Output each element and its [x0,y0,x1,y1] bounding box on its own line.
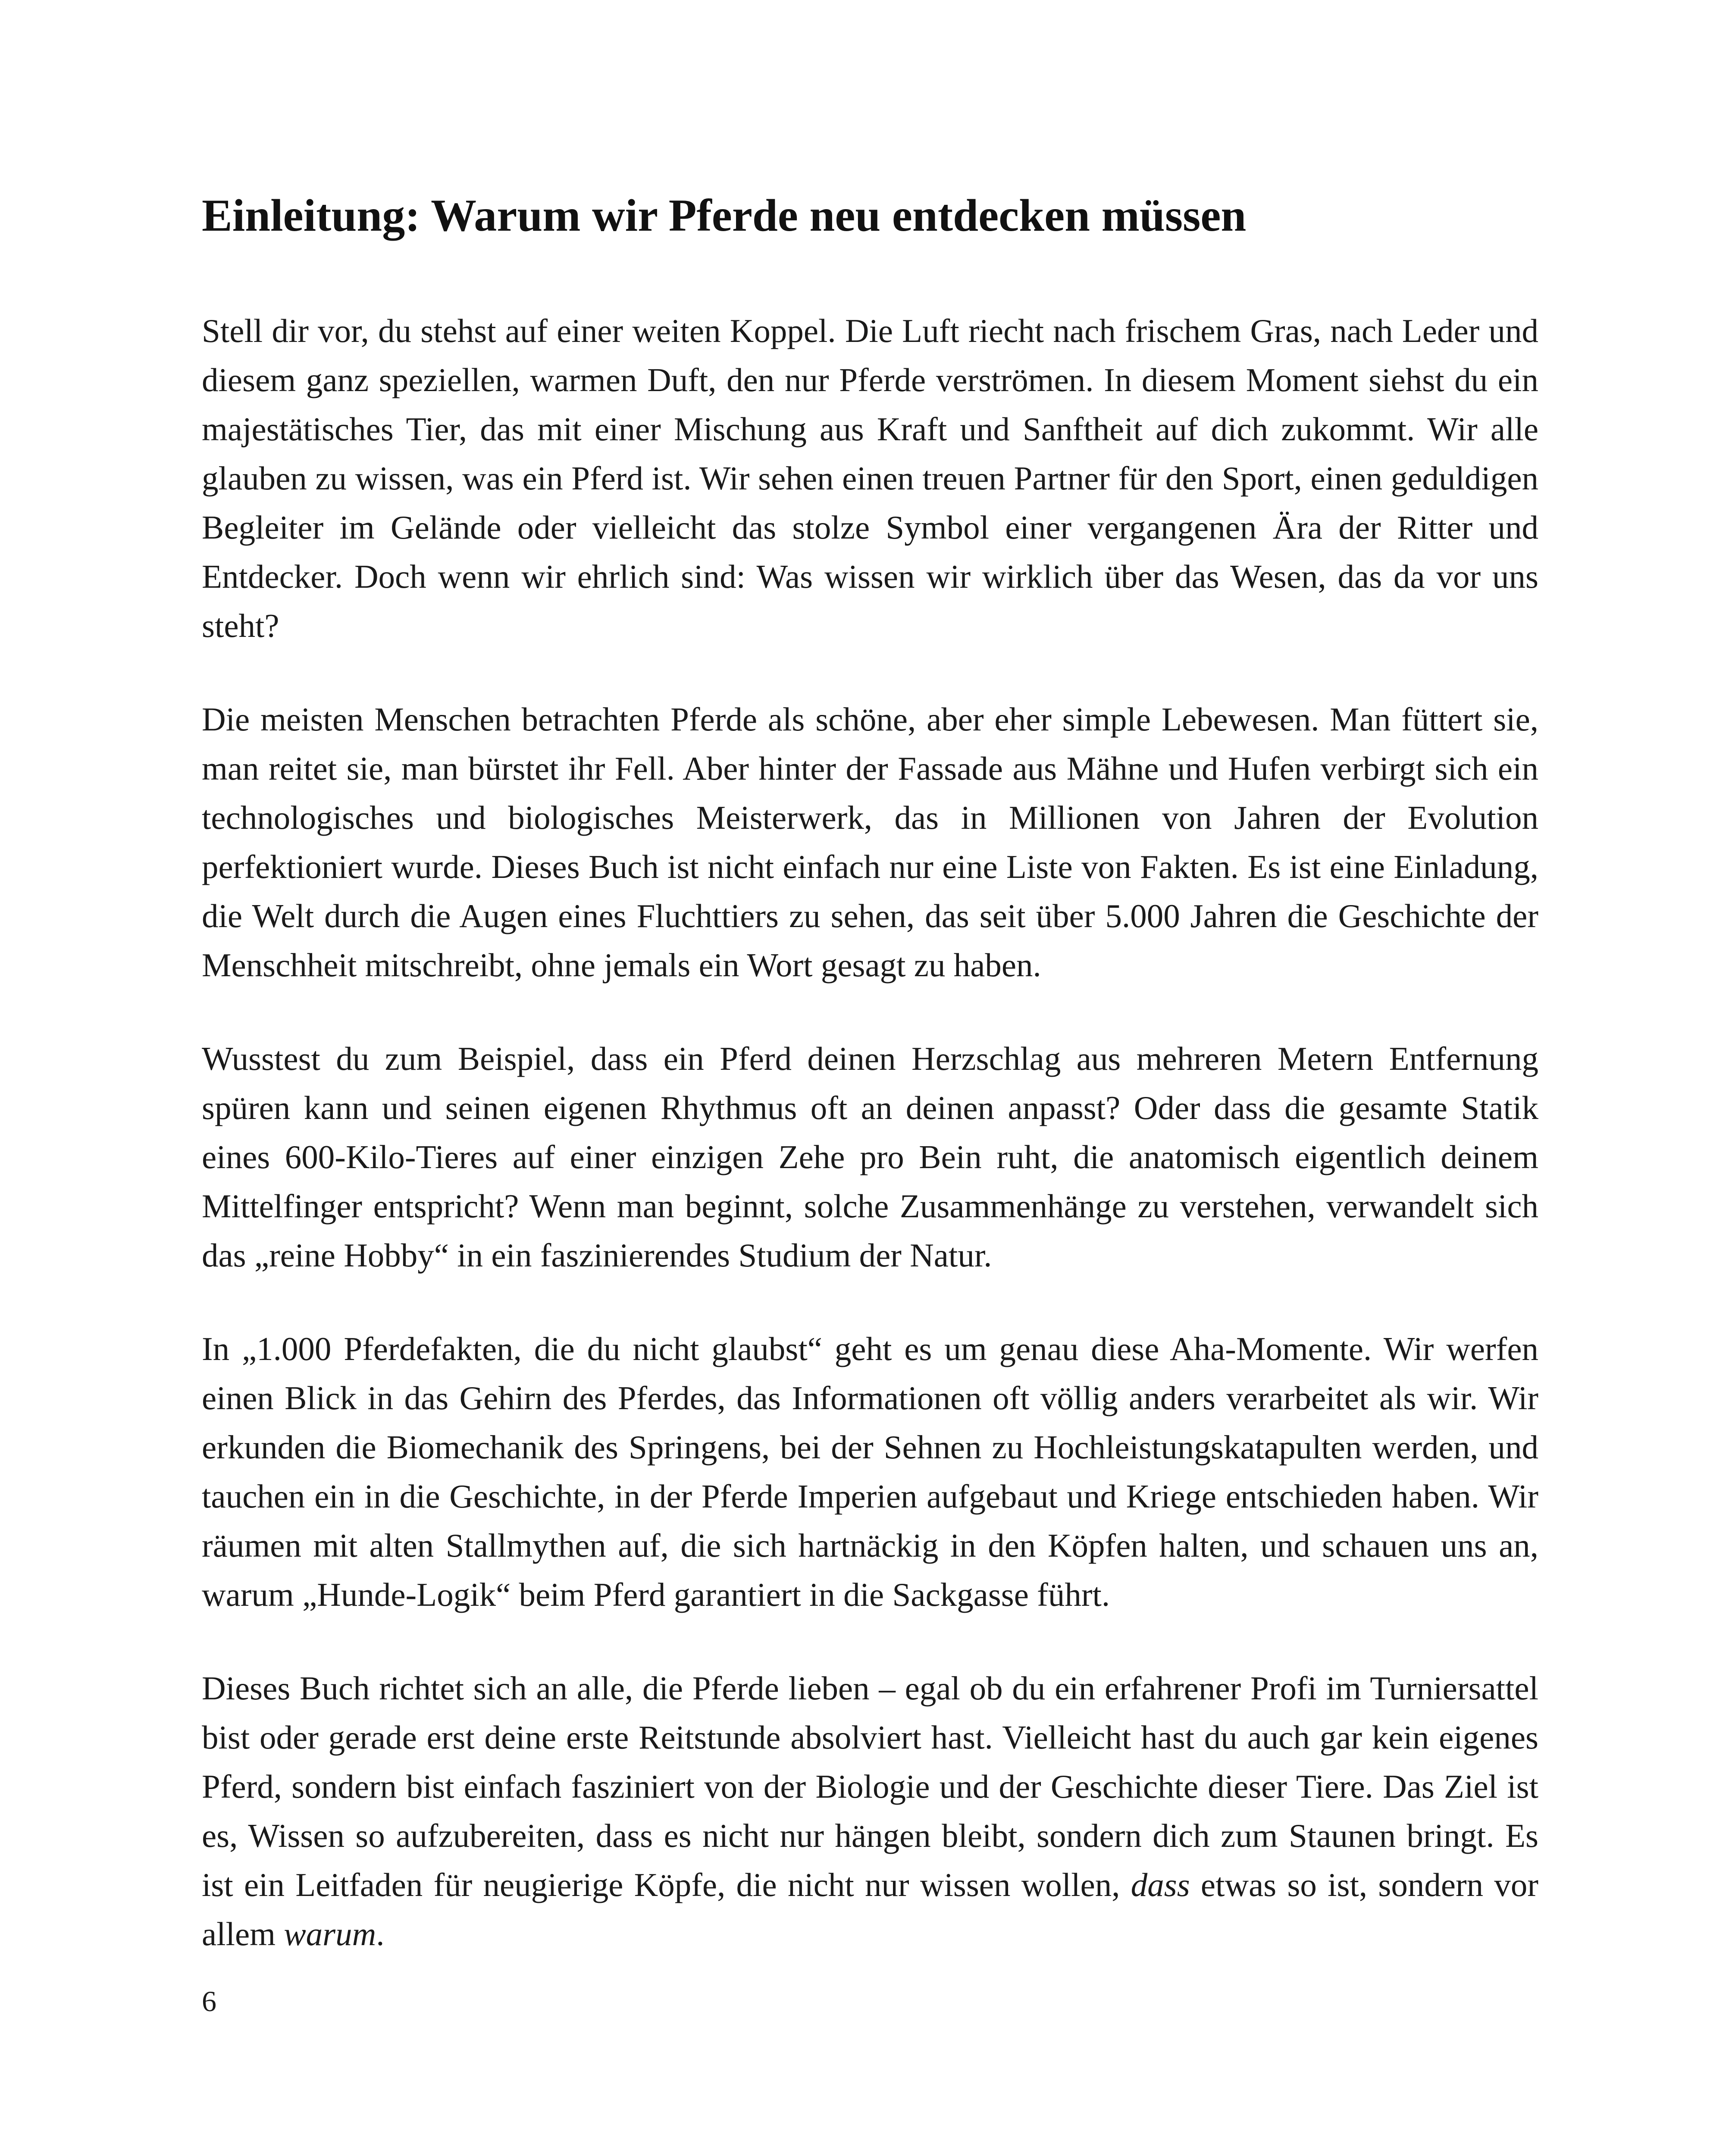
paragraph-5 [202,1664,1538,1959]
page-content [202,185,1538,1959]
paragraph-5-text-end: . [376,1915,385,1952]
paragraph-1: Stell dir vor, du stehst auf einer weiten Koppel. Die Luft riecht nach frischem Gras, nach Leder und diesem ganz speziellen, warmen Duft, den nur Pferde verströmen. In diesem Moment siehst du ein majestätisches Tier, das mit einer Mischung aus Kraft und Sanftheit auf dich zukommt. Wir alle glauben zu wissen, was ein Pferd ist. Wir sehen einen treuen Partner für den Sport, einen geduldigen Begleiter im Gelände oder vielleicht das stolze Symbol einer vergangenen Ära der Ritter und Entdecker. Doch wenn wir ehrlich sind: Was wissen wir wirklich über das Wesen, das da vor uns steht? [202,312,1538,644]
page-number: 6 [202,1985,216,2018]
chapter-title: Einleitung: Warum wir Pferde neu entdecken müssen [202,190,1247,241]
paragraph-3: Wusstest du zum Beispiel, dass ein Pferd deinen Herzschlag aus mehreren Metern Entfernung spüren kann und seinen eigenen Rhythmus oft an deinen anpasst? Oder dass die gesamte Statik eines 600-Kilo-Tieres auf einer einzigen Zehe pro Bein ruht, die anatomisch eigentlich deinem Mittelfinger entspricht? Wenn man beginnt, solche Zusammenhänge zu verstehen, verwandelt sich das „reine Hobby“ in ein faszinierendes Studium der Natur. [202,1040,1538,1274]
emphasis-dass: dass [1131,1866,1190,1903]
paragraph-5-text-middle: etwas so ist, sondern vor allem [202,1866,1538,1952]
paragraph-2: Die meisten Menschen betrachten Pferde als schöne, aber eher simple Lebewesen. Man füttert sie, man reitet sie, man bürstet ihr Fell. Aber hinter der Fassade aus Mähne und Hufen verbirgt sich ein technologisches und biologisches Meisterwerk, das in Millionen von Jahren der Evolution perfektioniert wurde. Dieses Buch ist nicht einfach nur eine Liste von Fakten. Es ist eine Einladung, die Welt durch die Augen eines Fluchttiers zu sehen, das seit über 5.000 Jahren die Geschichte der Menschheit mitschreibt, ohne jemals ein Wort gesagt zu haben. [202,701,1538,984]
body-text [202,306,1538,1959]
paragraph-5-text-start: Dieses Buch richtet sich an alle, die Pferde lieben – egal ob du ein erfahrener Profi im Turniersattel bist oder gerade erst deine erste Reitstunde absolviert hast. Vielleicht hast du auch gar kein eigenes Pferd, sondern bist einfach fasziniert von der Biologie und der Geschichte dieser Tiere. Das Ziel ist es, Wissen so aufzubereiten, dass es nicht nur hängen bleibt, sondern dich zum Staunen bringt. Es ist ein Leitfaden für neugierige Köpfe, die nicht nur wissen wollen, [202,1670,1538,1903]
emphasis-warum: warum [284,1915,376,1952]
paragraph-4: In „1.000 Pferdefakten, die du nicht glaubst“ geht es um genau diese Aha-Momente. Wir werfen einen Blick in das Gehirn des Pferdes, das Informationen oft völlig anders verarbeitet als wir. Wir erkunden die Biomechanik des Springens, bei der Sehnen zu Hochleistungskatapulten werden, und tauchen ein in die Geschichte, in der Pferde Imperien aufgebaut und Kriege entschieden haben. Wir räumen mit alten Stallmythen auf, die sich hartnäckig in den Köpfen halten, und schauen uns an, warum „Hunde-Logik“ beim Pferd garantiert in die Sackgasse führt. [202,1330,1538,1613]
